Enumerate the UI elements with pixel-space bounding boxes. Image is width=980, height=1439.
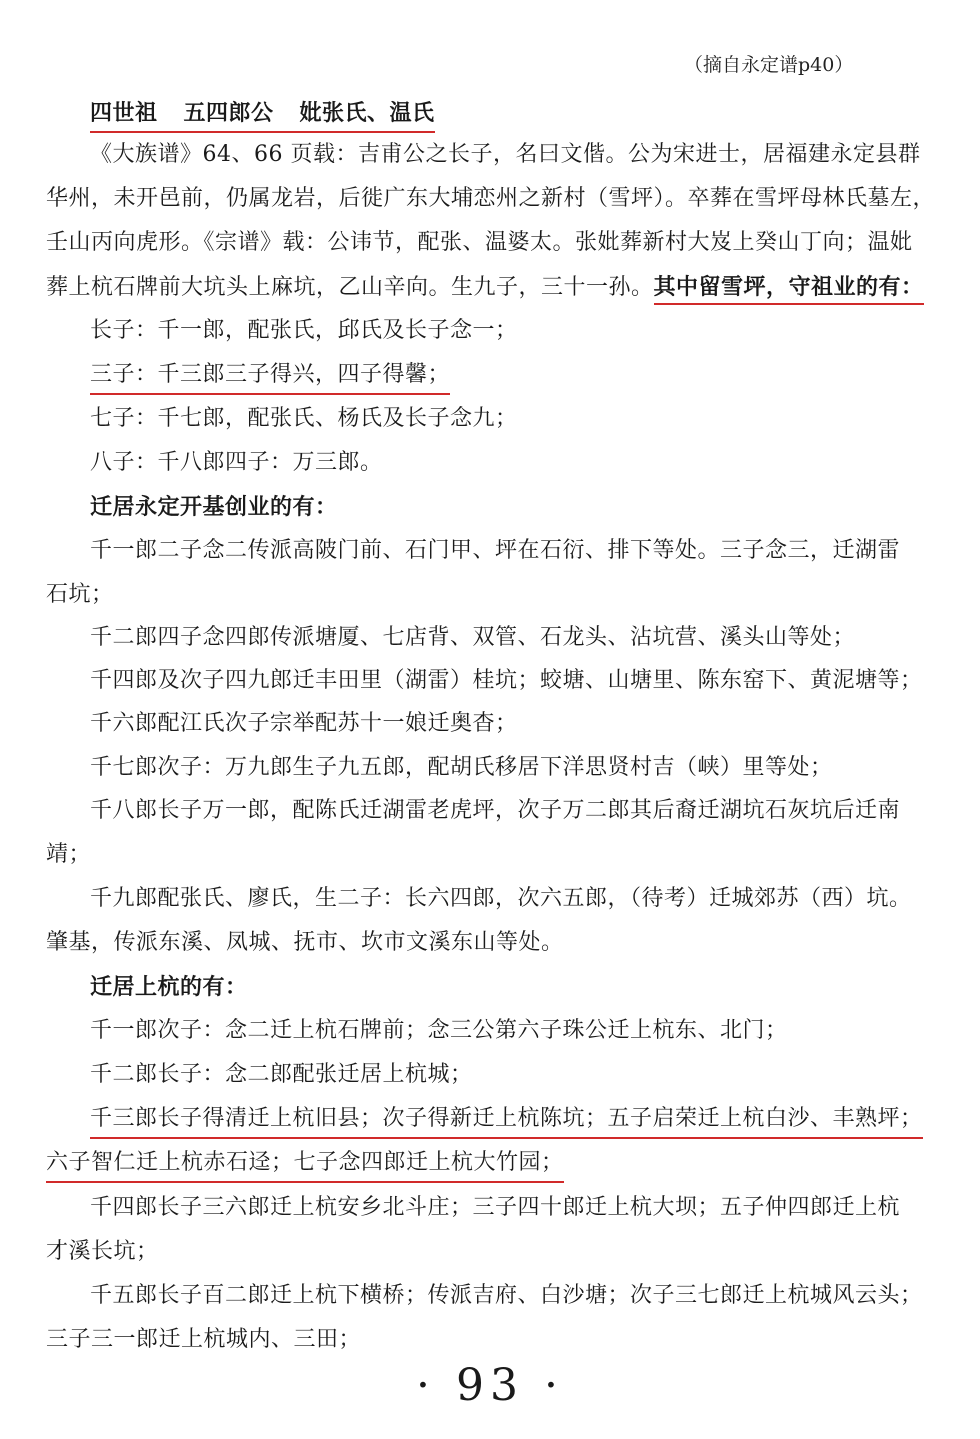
highlighted-line: 六子智仁迁上杭赤石迳；七子念四郎迁上杭大竹园； bbox=[46, 1148, 564, 1183]
text-line: 八子：千八郎四子：万三郎。 bbox=[90, 450, 383, 475]
text-line: 肇基，传派东溪、凤城、抚市、坎市文溪东山等处。 bbox=[46, 930, 564, 955]
highlighted-line: 千三郎长子得清迁上杭旧县；次子得新迁上杭陈坑；五子启荣迁上杭白沙、丰熟坪； bbox=[90, 1104, 923, 1139]
subheading: 迁居永定开基创业的有： bbox=[90, 494, 338, 520]
subheading: 迁居上杭的有： bbox=[90, 974, 248, 1000]
text-line: 才溪长坑； bbox=[46, 1239, 159, 1264]
text-line: 千二郎长子：念二郎配张迁居上杭城； bbox=[90, 1062, 473, 1087]
title-ancestor: 五四郎公 bbox=[183, 100, 274, 126]
text-line: 千四郎长子三六郎迁上杭安乡北斗庄；三子四十郎迁上杭大坝；五子仲四郎迁上杭 bbox=[90, 1195, 901, 1220]
text-line: 千五郎长子百二郎迁上杭下横桥；传派吉府、白沙塘；次子三七郎迁上杭城风云头； bbox=[90, 1283, 923, 1308]
highlighted-phrase: 其中留雪坪，守祖业的有： bbox=[654, 274, 924, 305]
text-line: 千八郎长子万一郎，配陈氏迁湖雷老虎坪，次子万二郎其后裔迁湖坑石灰坑后迁南 bbox=[90, 798, 901, 823]
text-line: 三子三一郎迁上杭城内、三田； bbox=[46, 1327, 362, 1352]
text-line: 石坑； bbox=[46, 582, 114, 607]
section-title bbox=[90, 98, 435, 133]
text-line: 千一郎二子念二传派高陂门前、石门甲、坪在石衍、排下等处。三子念三，迁湖雷 bbox=[90, 538, 901, 563]
text-line: 靖； bbox=[46, 842, 92, 867]
text-line: 壬山丙向虎形。《宗谱》载：公讳节，配张、温婆太。张妣葬新村大岌上癸山丁向；温妣 bbox=[46, 230, 913, 255]
text-line: 千四郎及次子四九郎迁丰田里（湖雷）桂坑；蛟塘、山塘里、陈东窑下、黄泥塘等； bbox=[90, 668, 923, 693]
highlighted-line: 三子：千三郎三子得兴，四子得馨； bbox=[90, 360, 450, 395]
title-wives: 妣张氏、温氏 bbox=[299, 100, 435, 126]
text-line: 千二郎四子念四郎传派塘厦、七店背、双管、石龙头、沾坑营、溪头山等处； bbox=[90, 625, 856, 650]
text-line: 《大族谱》64、66 页载：吉甫公之长子，名曰文偕。公为宋进士，居福建永定县群 bbox=[90, 142, 921, 167]
text-line: 华州，未开邑前，仍属龙岩，后徙广东大埔恋州之新村（雪坪）。卒葬在雪坪母林氏墓左， bbox=[46, 186, 936, 211]
text-line: 千六郎配江氏次子宗举配苏十一娘迁奥杳； bbox=[90, 711, 518, 736]
text-line: 长子：千一郎，配张氏，邱氏及长子念一； bbox=[90, 318, 518, 343]
text-line: 千七郎次子：万九郎生子九五郎，配胡氏移居下洋思贤村吉（峡）里等处； bbox=[90, 755, 833, 780]
source-note: （摘自永定谱p40） bbox=[684, 54, 854, 76]
text-segment: 葬上杭石牌前大坑头上麻坑，乙山辛向。生九子，三十一孙。 bbox=[46, 275, 654, 300]
text-line: 七子：千七郎，配张氏、杨氏及长子念九； bbox=[90, 406, 518, 431]
text-line bbox=[46, 272, 924, 303]
page-number: · 93 · bbox=[416, 1360, 564, 1411]
text-line: 千一郎次子：念二迁上杭石牌前；念三公第六子珠公迁上杭东、北门； bbox=[90, 1018, 788, 1043]
text-line: 千九郎配张氏、廖氏，生二子：长六四郎，次六五郎，（待考）迁城郊苏（西）坑。 bbox=[90, 886, 912, 911]
title-generation: 四世祖 bbox=[90, 100, 158, 126]
